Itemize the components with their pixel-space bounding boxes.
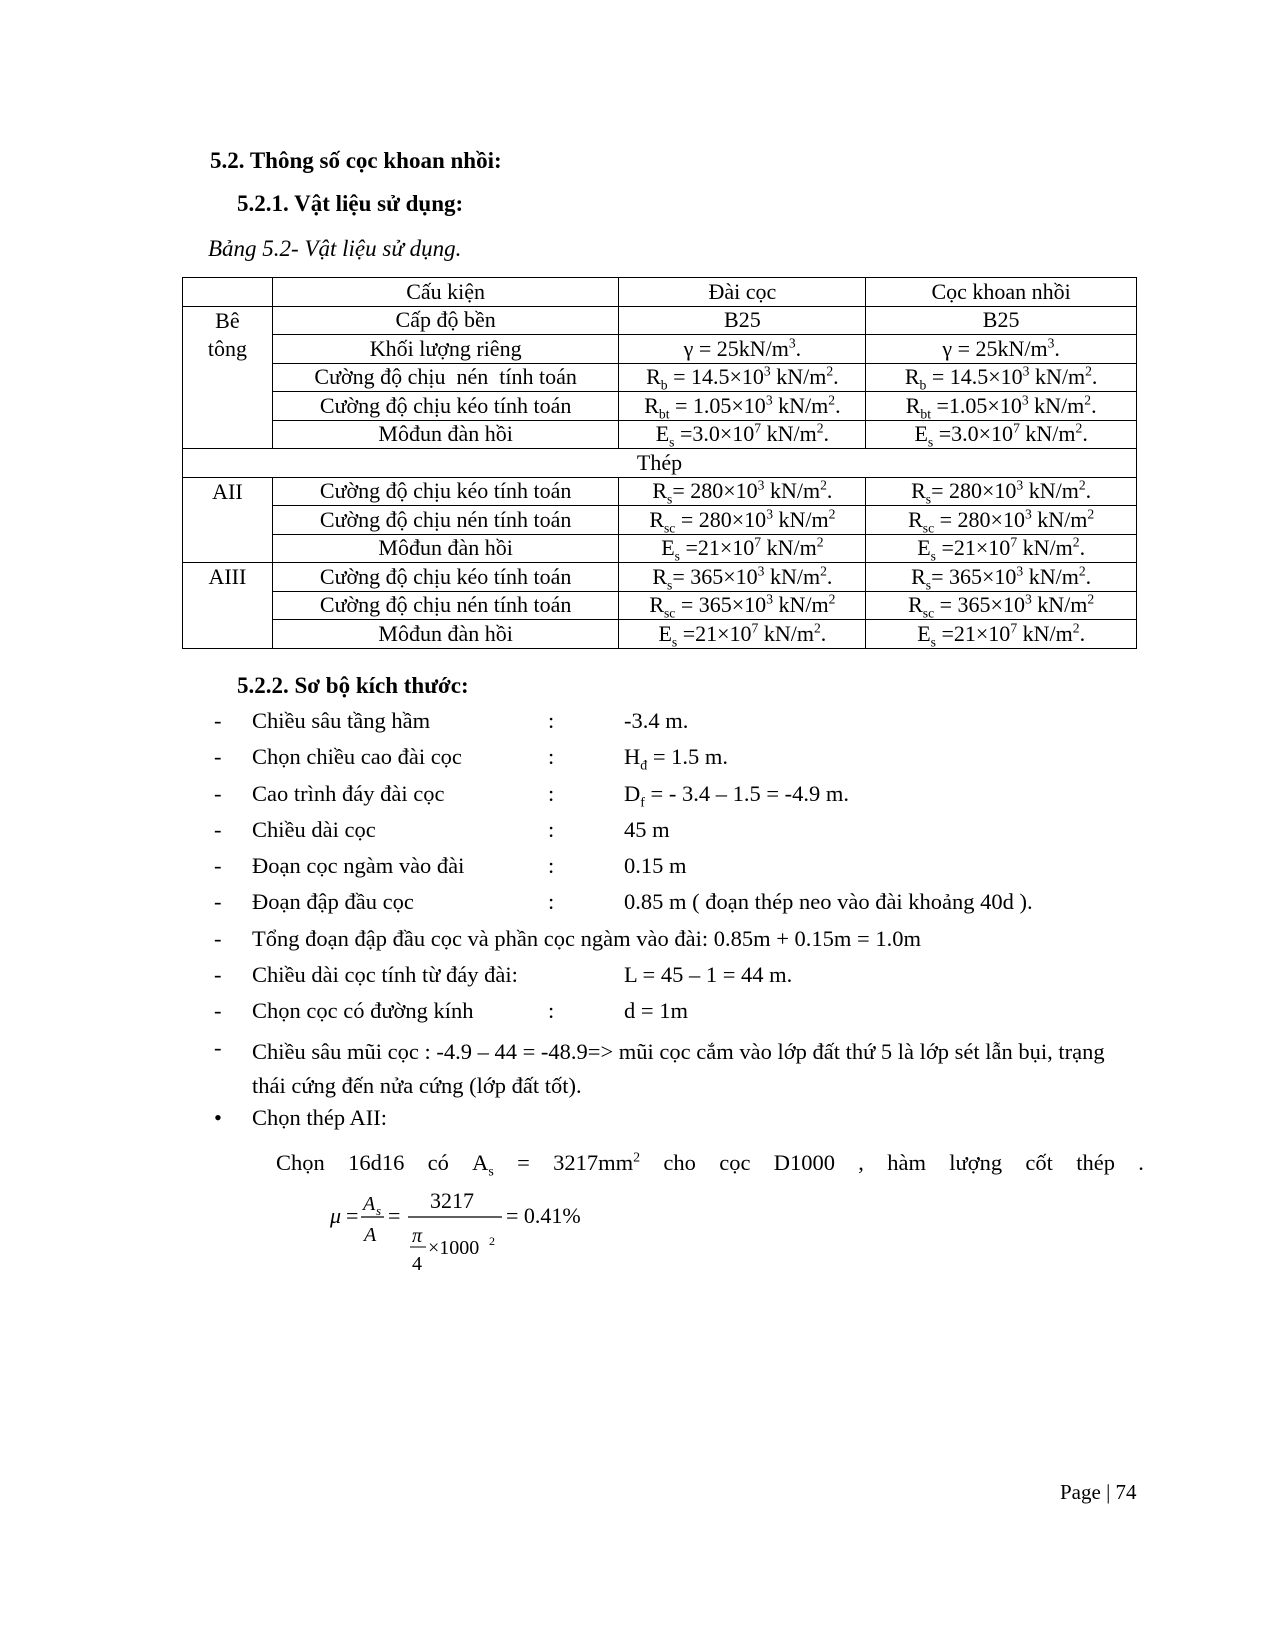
sentence-word: cho	[663, 1150, 696, 1175]
pile-value: $R_{bt} =1.05\times 10^3$ $kN/m^2$.	[866, 392, 1137, 421]
list-label: Chiều dài cọc tính từ đáy đài:	[252, 962, 518, 988]
list-value: 0.85 m ( đoạn thép neo vào đài khoảng 40d ).	[624, 889, 1033, 915]
list-item	[214, 781, 1144, 817]
table-row	[183, 534, 1137, 563]
list-item	[214, 817, 1144, 853]
steel-title-row	[183, 449, 1137, 478]
row-label: Cấp độ bền	[272, 306, 619, 335]
sentence-word: D1000	[773, 1150, 835, 1175]
pile-value: $E_s =3.0\times 10^7$ $kN/m^2$.	[866, 420, 1137, 449]
pile-value: $R_{sc} = 365\times 10^3$ $kN/m^2$	[866, 591, 1137, 620]
group-aiii: AIII	[183, 563, 273, 649]
list-label: Chiều dài cọc	[252, 816, 376, 842]
table-row	[183, 392, 1137, 421]
cap-value: $R_s= 280\times 10^3$ $kN/m^2$.	[619, 477, 866, 506]
formula-four: 4	[412, 1253, 422, 1275]
list-label: Chọn cọc có đường kính	[252, 998, 474, 1024]
table-row	[183, 506, 1137, 535]
table-row	[183, 335, 1137, 364]
list-colon: :	[548, 780, 555, 806]
cap-value: $R_s= 365\times 10^3$ $kN/m^2$.	[619, 563, 866, 592]
list-value: d = 1m	[624, 998, 688, 1024]
list-label: Tổng đoạn đập đầu cọc và phần cọc ngàm vào đài: 0.85m + 0.15m = 1.0m	[252, 925, 921, 951]
sentence-word: 16d16	[348, 1150, 405, 1175]
row-label: Cường độ chịu nén tính toán	[272, 591, 619, 620]
list-bullet: -	[214, 889, 222, 915]
formula-frac1-den: A	[364, 1224, 377, 1246]
reinforcement-ratio-formula	[330, 1190, 630, 1280]
subsection-heading-dimensions: 5.2.2. Sơ bộ kích thước:	[237, 673, 469, 698]
sentence-word: ,	[858, 1150, 864, 1175]
list-bullet: -	[214, 816, 222, 842]
page-number: Page | 74	[1060, 1480, 1137, 1504]
row-label: Cường độ chịu kéo tính toán	[272, 392, 619, 421]
table-row	[183, 591, 1137, 620]
row-label: Cường độ chịu nén tính toán	[272, 363, 619, 392]
pile-value: $R_{sc} = 280\times 10^3$ $kN/m^2$	[866, 506, 1137, 535]
list-bullet: -	[214, 962, 222, 988]
cap-value: $E_s =21\times 10^7$ $kN/m^2$	[619, 534, 866, 563]
table-row	[183, 563, 1137, 592]
sentence-word: Chọn	[276, 1150, 325, 1175]
row-label: Cường độ chịu nén tính toán	[272, 506, 619, 535]
sentence-word: có	[427, 1150, 449, 1175]
list-bullet: -	[214, 744, 222, 770]
list-item	[214, 998, 1144, 1034]
list-bullet: -	[214, 1034, 222, 1060]
list-item	[214, 1035, 1144, 1105]
list-label: Chọn thép AII:	[252, 1104, 387, 1130]
sentence-word: =	[517, 1150, 530, 1175]
subsection-heading-materials: 5.2.1. Vật liệu sử dụng:	[237, 191, 464, 216]
formula-den-exp: 2	[489, 1234, 495, 1248]
list-bullet: -	[214, 780, 222, 806]
cap-value: B25	[619, 306, 866, 335]
list-bullet: -	[214, 853, 222, 879]
formula-mu: μ	[330, 1203, 342, 1228]
formula-den-rest: ×1000	[428, 1237, 480, 1259]
list-bullet: -	[214, 708, 222, 733]
pile-value: $E_s =21\times 10^7$ $kN/m^2$.	[866, 620, 1137, 649]
list-colon: :	[548, 853, 555, 879]
table-row	[183, 477, 1137, 506]
list-item	[214, 962, 1144, 998]
list-value: 0.15 m	[624, 853, 687, 879]
pile-value: B25	[866, 306, 1137, 335]
list-colon: :	[548, 816, 555, 842]
list-label: Đoạn đập đầu cọc	[252, 889, 414, 915]
list-label: Cao trình đáy đài cọc	[252, 780, 445, 806]
formula-frac1-num: A	[363, 1193, 376, 1215]
sentence-word: lượng	[949, 1150, 1003, 1175]
list-colon: :	[548, 708, 555, 733]
cap-value: $\gamma = 25kN/m^3$.	[619, 335, 866, 364]
header-pile-cap: Đài cọc	[619, 278, 866, 307]
row-label: Cường độ chịu kéo tính toán	[272, 563, 619, 592]
list-item	[214, 708, 1144, 744]
row-label: Khối lượng riêng	[272, 335, 619, 364]
pile-value: $\gamma = 25kN/m^3$.	[866, 335, 1137, 364]
cap-value: $E_s =21\times 10^7$ $kN/m^2$.	[619, 620, 866, 649]
pile-value: $R_s= 280\times 10^3$ $kN/m^2$.	[866, 477, 1137, 506]
group-concrete-line2: tông	[207, 335, 247, 361]
list-bullet: -	[214, 925, 222, 951]
cap-value: $R_b = 14.5\times 10^3$ $kN/m^2$.	[619, 363, 866, 392]
pile-value: $R_b = 14.5\times 10^3$ $kN/m^2$.	[866, 363, 1137, 392]
sentence-word: $A_s$	[472, 1150, 494, 1180]
row-label: Môđun đàn hồi	[272, 620, 619, 649]
list-value: $D_f$ = - 3.4 – 1.5 = -4.9 m.	[624, 780, 850, 811]
list-colon: :	[548, 889, 555, 915]
list-label: Chọn chiều cao đài cọc	[252, 744, 462, 770]
list-colon: :	[548, 744, 555, 770]
sentence-word: thép	[1076, 1150, 1115, 1175]
list-item	[214, 889, 1144, 925]
table-caption: Bảng 5.2- Vật liệu sử dụng.	[208, 236, 462, 261]
formula-pi: π	[412, 1225, 423, 1247]
list-item	[214, 1105, 1144, 1141]
cap-value: $R_{sc} = 365\times 10^3$ $kN/m^2$	[619, 591, 866, 620]
materials-table	[182, 277, 1137, 649]
table-row	[183, 363, 1137, 392]
sentence-word: cọc	[719, 1150, 751, 1175]
list-label: Chiều sâu mũi cọc : -4.9 – 44 = -48.9=> mũi cọc cắm vào lớp đất thứ 5 là lớp sét lẫn bụi, trạng thái cứng đến nửa cứng (lớp đất tốt).	[252, 1038, 1105, 1098]
list-bullet: •	[214, 1104, 222, 1130]
group-concrete-line1: Bê	[215, 307, 240, 333]
list-item	[214, 926, 1144, 962]
list-item	[214, 744, 1144, 780]
table-corner	[183, 278, 273, 307]
list-value: L = 45 – 1 = 44 m.	[624, 962, 793, 988]
group-concrete	[183, 306, 273, 449]
sentence-word: hàm	[887, 1150, 926, 1175]
formula-eq2: =	[388, 1203, 401, 1228]
row-label: Cường độ chịu kéo tính toán	[272, 477, 619, 506]
cap-value: $R_{bt} = 1.05\times 10^3$ $kN/m^2$.	[619, 392, 866, 421]
table-header-row	[183, 278, 1137, 307]
cap-value: $R_{sc} = 280\times 10^3$ $kN/m^2$	[619, 506, 866, 535]
table-row	[183, 620, 1137, 649]
formula-eq1: =	[346, 1203, 359, 1228]
list-label: Chiều sâu tầng hầm	[252, 708, 431, 733]
header-bored-pile: Cọc khoan nhồi	[866, 278, 1137, 307]
steel-title: Thép	[183, 449, 1137, 478]
pile-value: $R_s= 365\times 10^3$ $kN/m^2$.	[866, 563, 1137, 592]
dimension-list	[214, 708, 1144, 1141]
header-component: Cấu kiện	[272, 278, 619, 307]
sentence-word: $3217mm^2$	[553, 1150, 641, 1175]
table-row	[183, 420, 1137, 449]
list-value: -3.4 m.	[624, 708, 689, 733]
formula-result: = 0.41%	[506, 1203, 581, 1228]
sentence-word: cốt	[1025, 1150, 1053, 1175]
section-heading: 5.2. Thông số cọc khoan nhồi:	[210, 148, 502, 173]
list-bullet: -	[214, 998, 222, 1024]
group-aii: AII	[183, 477, 273, 563]
list-colon: :	[548, 998, 555, 1024]
list-value: 45 m	[624, 816, 670, 842]
formula-frac1-num-sub: s	[376, 1203, 382, 1218]
pile-value: $E_s =21\times 10^7$ $kN/m^2$.	[866, 534, 1137, 563]
row-label: Môđun đàn hồi	[272, 534, 619, 563]
row-label: Môđun đàn hồi	[272, 420, 619, 449]
list-label: Đoạn cọc ngàm vào đài	[252, 853, 465, 879]
table-row	[183, 306, 1137, 335]
steel-selection-sentence	[276, 1150, 1144, 1180]
list-value: $H_đ = 1.5$ m.	[624, 744, 729, 774]
sentence-word: .	[1138, 1150, 1144, 1175]
formula-frac2-num: 3217	[430, 1190, 474, 1213]
list-item	[214, 853, 1144, 889]
cap-value: $E_s =3.0\times 10^7$ $kN/m^2$.	[619, 420, 866, 449]
